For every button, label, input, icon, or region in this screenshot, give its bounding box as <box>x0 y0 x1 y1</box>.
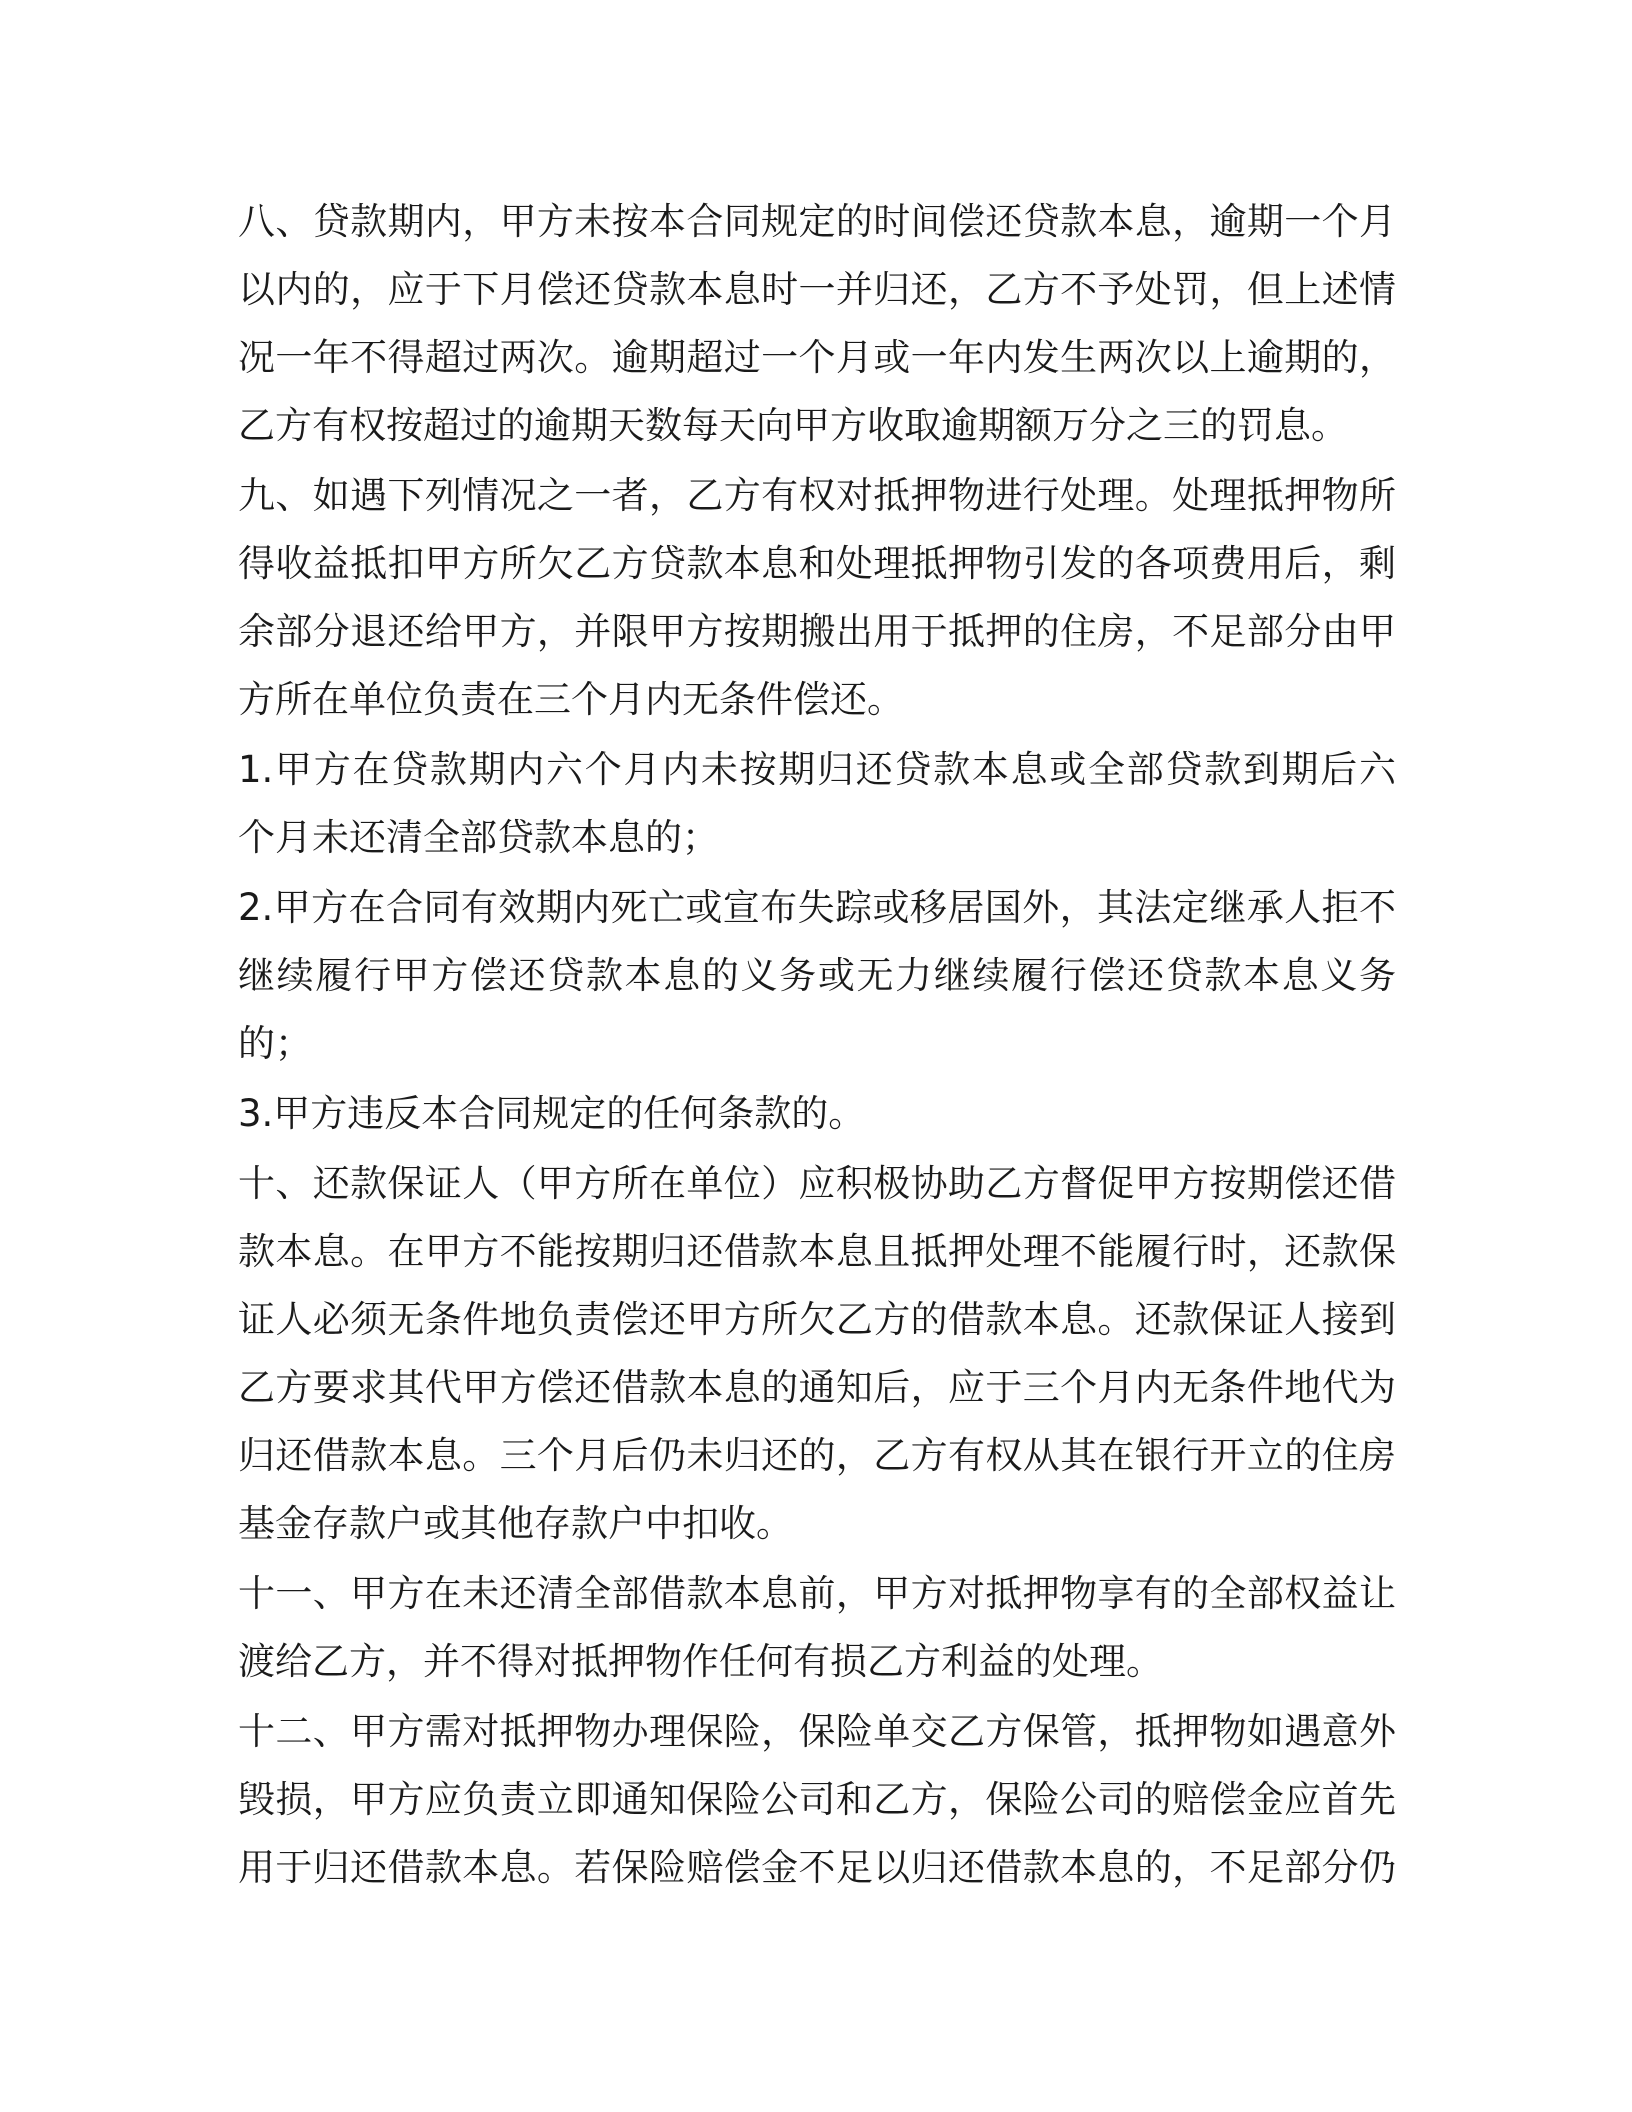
clause-10 <box>238 1150 1396 1558</box>
document-body <box>238 188 1396 1904</box>
text-line: 乙方有权按超过的逾期天数每天向甲方收取逾期额万分之三的罚息。 <box>238 404 1348 447</box>
clause-9-item-3 <box>238 1080 1396 1148</box>
text-line: 八、贷款期内，甲方未按本合同规定的时间偿还贷款本息，逾期一个月 <box>238 200 1396 243</box>
text-line: 十、还款保证人（甲方所在单位）应积极协助乙方督促甲方按期偿还借 <box>238 1162 1396 1205</box>
clause-9-item-2 <box>238 874 1396 1078</box>
text-line: 继续履行甲方偿还贷款本息的义务或无力继续履行偿还贷款本息义务 <box>238 954 1396 997</box>
text-line: 十一、甲方在未还清全部借款本息前，甲方对抵押物享有的全部权益让 <box>238 1572 1396 1615</box>
text-line: 方所在单位负责在三个月内无条件偿还。 <box>238 678 904 721</box>
text-line: 款本息。在甲方不能按期归还借款本息且抵押处理不能履行时，还款保 <box>238 1230 1396 1273</box>
text-line: 况一年不得超过两次。逾期超过一个月或一年内发生两次以上逾期的， <box>238 336 1396 379</box>
text-line: 乙方要求其代甲方偿还借款本息的通知后，应于三个月内无条件地代为 <box>238 1366 1396 1409</box>
clause-8 <box>238 188 1396 460</box>
clause-9-item-1 <box>238 736 1396 872</box>
text-line: 以内的，应于下月偿还贷款本息时一并归还，乙方不予处罚，但上述情 <box>238 268 1396 311</box>
text-line: 归还借款本息。三个月后仍未归还的，乙方有权从其在银行开立的住房 <box>238 1434 1396 1477</box>
text-line: 1.甲方在贷款期内六个月内未按期归还贷款本息或全部贷款到期后六 <box>238 748 1396 791</box>
text-line: 十二、甲方需对抵押物办理保险，保险单交乙方保管，抵押物如遇意外 <box>238 1710 1396 1753</box>
text-line: 证人必须无条件地负责偿还甲方所欠乙方的借款本息。还款保证人接到 <box>238 1298 1396 1341</box>
text-line: 得收益抵扣甲方所欠乙方贷款本息和处理抵押物引发的各项费用后，剩 <box>238 542 1396 585</box>
text-line: 渡给乙方，并不得对抵押物作任何有损乙方利益的处理。 <box>238 1640 1163 1683</box>
clause-11 <box>238 1560 1396 1696</box>
text-line: 九、如遇下列情况之一者，乙方有权对抵押物进行处理。处理抵押物所 <box>238 474 1396 517</box>
clause-9 <box>238 462 1396 734</box>
text-line: 的； <box>238 1022 312 1065</box>
text-line: 余部分退还给甲方，并限甲方按期搬出用于抵押的住房，不足部分由甲 <box>238 610 1396 653</box>
text-line: 2.甲方在合同有效期内死亡或宣布失踪或移居国外，其法定继承人拒不 <box>238 886 1396 929</box>
text-line: 3.甲方违反本合同规定的任何条款的。 <box>238 1092 866 1135</box>
text-line: 毁损，甲方应负责立即通知保险公司和乙方，保险公司的赔偿金应首先 <box>238 1778 1396 1821</box>
text-line: 用于归还借款本息。若保险赔偿金不足以归还借款本息的，不足部分仍 <box>238 1846 1396 1889</box>
clause-12 <box>238 1698 1396 1902</box>
text-line: 个月未还清全部贷款本息的； <box>238 816 719 859</box>
text-line: 基金存款户或其他存款户中扣收。 <box>238 1502 793 1545</box>
